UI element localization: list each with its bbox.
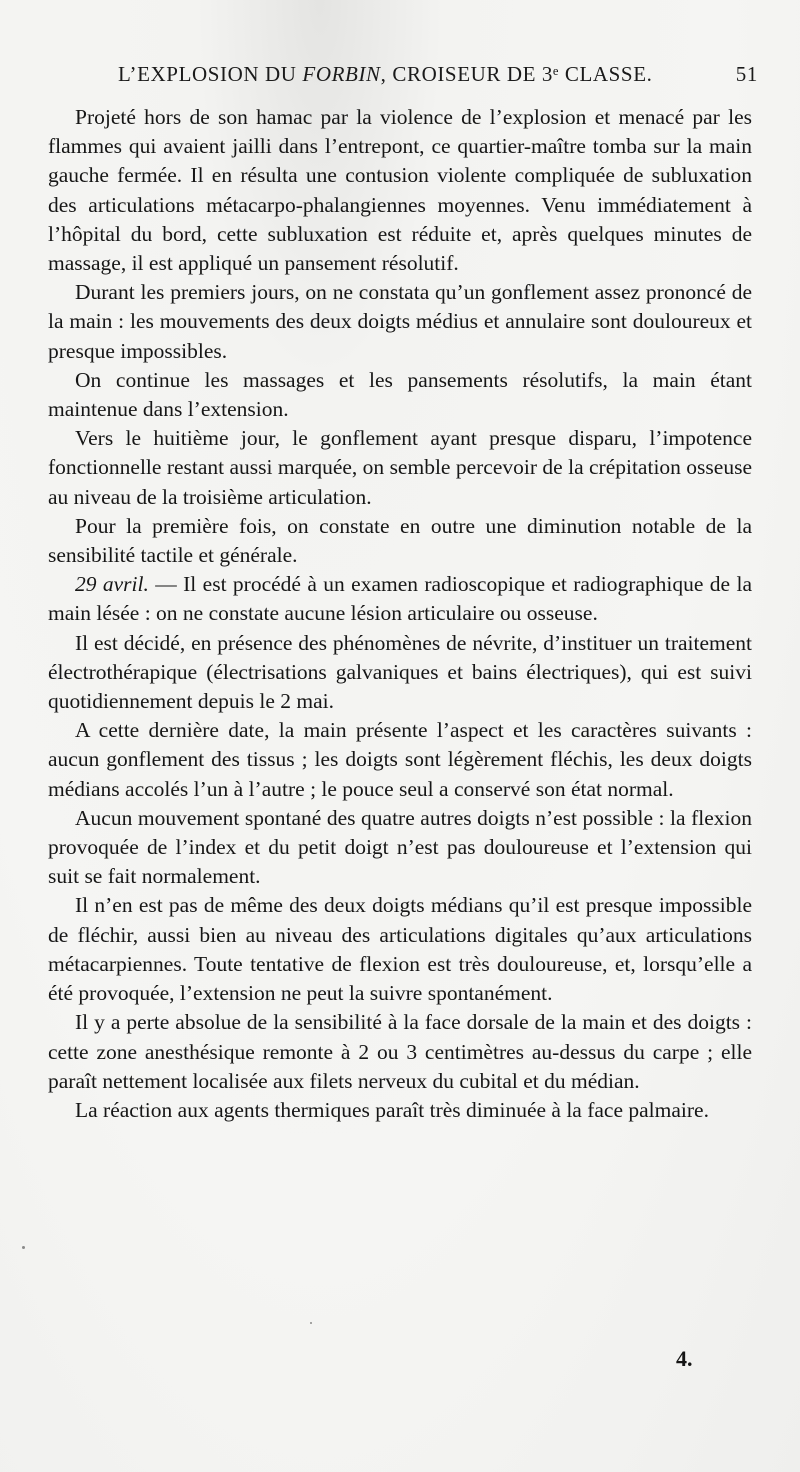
running-head-suffix: , CROISEUR DE 3ᵉ CLASSE. bbox=[380, 62, 653, 86]
running-head-prefix: L’EXPLOSION DU bbox=[118, 62, 303, 86]
running-head bbox=[118, 62, 758, 92]
entry-date: 29 avril. bbox=[75, 572, 149, 597]
paragraph: Il y a perte absolue de la sensibilité à la face dorsale de la main et des doigts : cette zone anesthésique remonte à 2 ou 3 centimètres au-dessus du carpe ; elle paraît nettement localisée aux filets nerveux du cubital et du médian. bbox=[48, 1010, 752, 1093]
paragraph: Pour la première fois, on constate en outre une diminution notable de la sensibilité tactile et générale. bbox=[48, 513, 752, 568]
page-number: 51 bbox=[735, 62, 758, 86]
paper-speck bbox=[22, 1246, 25, 1249]
running-head-title bbox=[118, 62, 652, 87]
ship-name: FORBIN bbox=[302, 62, 381, 86]
paragraph: Durant les premiers jours, on ne constata qu’un gonflement assez prononcé de la main : les mouvements des deux doigts médius et annulaire sont douloureux et presque impossibles. bbox=[48, 280, 752, 363]
paragraph: Projeté hors de son hamac par la violence de l’explosion et menacé par les flammes qui avaient jailli dans l’entrepont, ce quartier-maître tomba sur la main gauche fermée. Il en résulta une contusion violente compliquée de subluxation des articulations métacarpo-phalangiennes moyennes. Venu immédiatement à l’hôpital du bord, cette subluxation est réduite et, après quelques minutes de massage, il est appliqué un pansement résolutif. bbox=[48, 105, 752, 276]
paragraph: Il n’en est pas de même des deux doigts médians qu’il est presque impossible de fléchir, aussi bien au niveau des articulations digitales qu’aux articulations métacarpiennes. Toute tentative de flexion est très douloureuse, et, lorsqu’elle a été provoquée, l’extension ne peut la suivre spontanément. bbox=[48, 893, 752, 1006]
paragraph: A cette dernière date, la main présente l’aspect et les caractères suivants : aucun gonflement des tissus ; les doigts sont légèrement fléchis, les deux doigts médians accolés l’un à l’autre ; le pouce seul a conservé son état normal. bbox=[48, 718, 752, 801]
paragraph: Il est décidé, en présence des phénomènes de névrite, d’instituer un traitement électrothérapique (électrisations galvaniques et bains électriques), qui est suivi quotidiennement depuis le 2 mai. bbox=[48, 630, 752, 714]
paragraph-text: — Il est procédé à un examen radioscopique et radiographique de la main lésée : on ne constate aucune lésion articulaire ou osseuse. bbox=[48, 572, 752, 626]
paragraph-dated bbox=[48, 570, 752, 628]
body-text bbox=[48, 103, 752, 1125]
paragraph: La réaction aux agents thermiques paraît très diminuée à la face palmaire. bbox=[75, 1097, 709, 1122]
paper-speck bbox=[310, 1322, 312, 1324]
paragraph: Aucun mouvement spontané des quatre autres doigts n’est possible : la flexion provoquée de l’index et du petit doigt n’est pas douloureuse et l’extension qui suit se fait normalement. bbox=[48, 805, 752, 889]
signature-mark: 4. bbox=[676, 1346, 693, 1371]
paragraph: On continue les massages et les pansements résolutifs, la main étant maintenue dans l’extension. bbox=[48, 367, 752, 422]
paragraph: Vers le huitième jour, le gonflement ayant presque disparu, l’impotence fonctionnelle restant aussi marquée, on semble percevoir de la crépitation osseuse au niveau de la troisième articulation. bbox=[48, 426, 752, 509]
